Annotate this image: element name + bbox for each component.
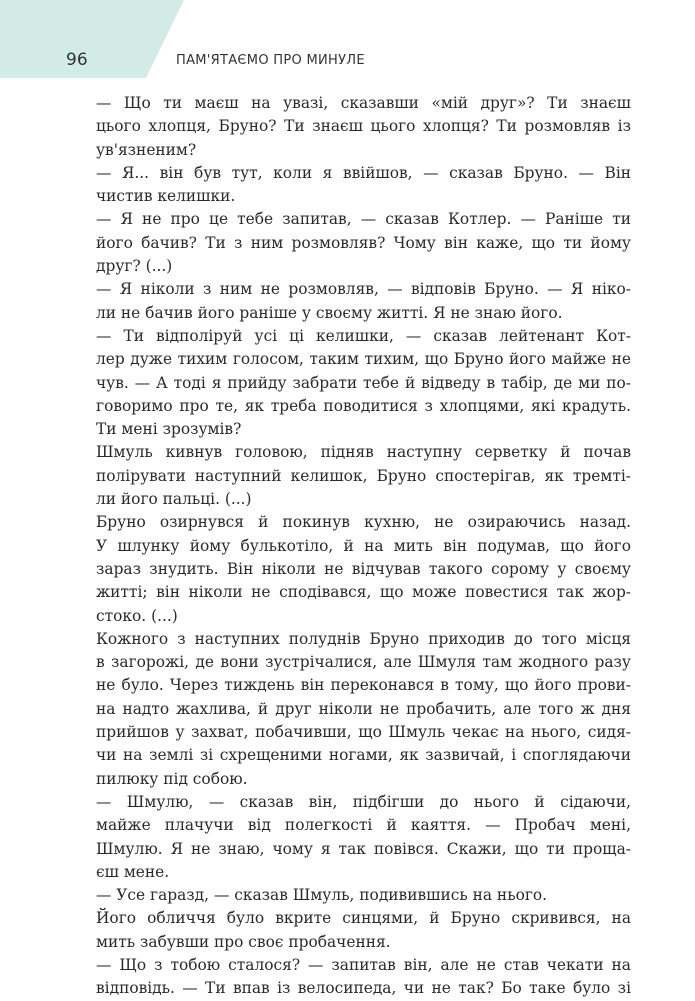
text-line: — Я... він був тут, коли я ввійшов, — сказав Бруно. — Він [96, 163, 631, 182]
text-line: Шмулю. Я не знаю, чому я так повівся. Скажи, що ти проща- [96, 839, 631, 858]
text-line: житті; він ніколи не сподівався, що може повестися так жор- [96, 583, 631, 602]
page-number: 96 [66, 50, 88, 70]
text-line: чистив келишки. [96, 187, 236, 206]
text-line: — Я ніколи з ним не розмовляв, — відповів Бруно. — Я ніко- [96, 280, 631, 299]
text-line: — Усе гаразд, — сказав Шмуль, подивившись на нього. [96, 886, 548, 905]
text-line: чув. — А тоді я прийду забрати тебе й відведу в табір, де ми по- [96, 373, 631, 392]
text-line: полірувати наступний келишок, Бруно спостерігав, як тремті- [96, 466, 631, 485]
story-text [96, 92, 631, 1001]
running-title: ПАМ'ЯТАЄМО ПРО МИНУЛЕ [176, 53, 365, 68]
text-line: прийшов у захват, побачивши, що Шмуль чекає на нього, сидя- [96, 723, 631, 742]
text-line: У шлунку йому булькотіло, й на мить він подумав, що його [96, 536, 631, 555]
text-line: його бачив? Ти з ним розмовляв? Чому він каже, що ти йому [96, 233, 631, 252]
corner-decoration [0, 0, 184, 78]
text-line: відповідь. — Ти впав із велосипеда, чи не так? Бо таке було зі [96, 979, 631, 998]
text-line: лер дуже тихим голосом, таким тихим, що Бруно його майже не [96, 350, 631, 369]
text-line: зараз знудить. Він ніколи не відчував такого сорому у своєму [96, 559, 631, 578]
text-line: пилюку під собою. [96, 769, 248, 788]
text-line: — Шмулю, — сказав він, підбігши до нього й сідаючи, [96, 792, 631, 811]
text-line: Його обличчя було вкрите синцями, й Бруно скривився, на [96, 909, 631, 928]
text-line: — Що з тобою сталося? — запитав він, але не став чекати на [96, 955, 631, 974]
text-line: мить забувши про своє пробачення. [96, 932, 391, 951]
text-line: Ти мені зрозумів? [96, 420, 242, 439]
text-line: говоримо про те, як треба поводитися з хлопцями, які крадуть. [96, 396, 631, 415]
text-line: на надто жахлива, й друг ніколи не пробачить, але того ж дня [96, 699, 631, 718]
text-line: в загорожі, де вони зустрічалися, але Шмуля там жодного разу [96, 653, 631, 672]
text-line: — Я не про це тебе запитав, — сказав Котлер. — Раніше ти [96, 210, 631, 229]
text-line: чи на землі зі схрещеними ногами, як зазвичай, і споглядаючи [96, 746, 631, 765]
text-line: — Що ти маєш на увазі, сказавши «мій друг»? Ти знаєш [96, 94, 631, 112]
text-line: цього хлопця, Бруно? Ти знаєш цього хлопця? Ти розмовляв із [96, 117, 631, 136]
text-line: — Ти відполіруй усі ці келишки, — сказав лейтенант Кот- [96, 326, 631, 345]
text-line: стоко. (...) [96, 606, 178, 625]
text-line: єш мене. [96, 862, 170, 881]
text-line: не було. Через тиждень він переконався в тому, що його прови- [96, 676, 631, 695]
text-line: ли його пальці. (...) [96, 490, 252, 509]
text-line: ув'язненим? [96, 140, 197, 159]
text-line: друг? (...) [96, 257, 173, 276]
text-line: ли не бачив його раніше у своєму житті. Я не знаю його. [96, 303, 563, 322]
text-line: Шмуль кивнув головою, підняв наступну серветку й почав [96, 443, 631, 462]
text-line: Бруно озирнувся й покинув кухню, не озираючись назад. [96, 513, 631, 532]
text-line: майже плачучи від полегкості й каяття. — Пробач мені, [96, 816, 631, 835]
text-line: Кожного з наступних полуднів Бруно приходив до того місця [96, 629, 631, 648]
